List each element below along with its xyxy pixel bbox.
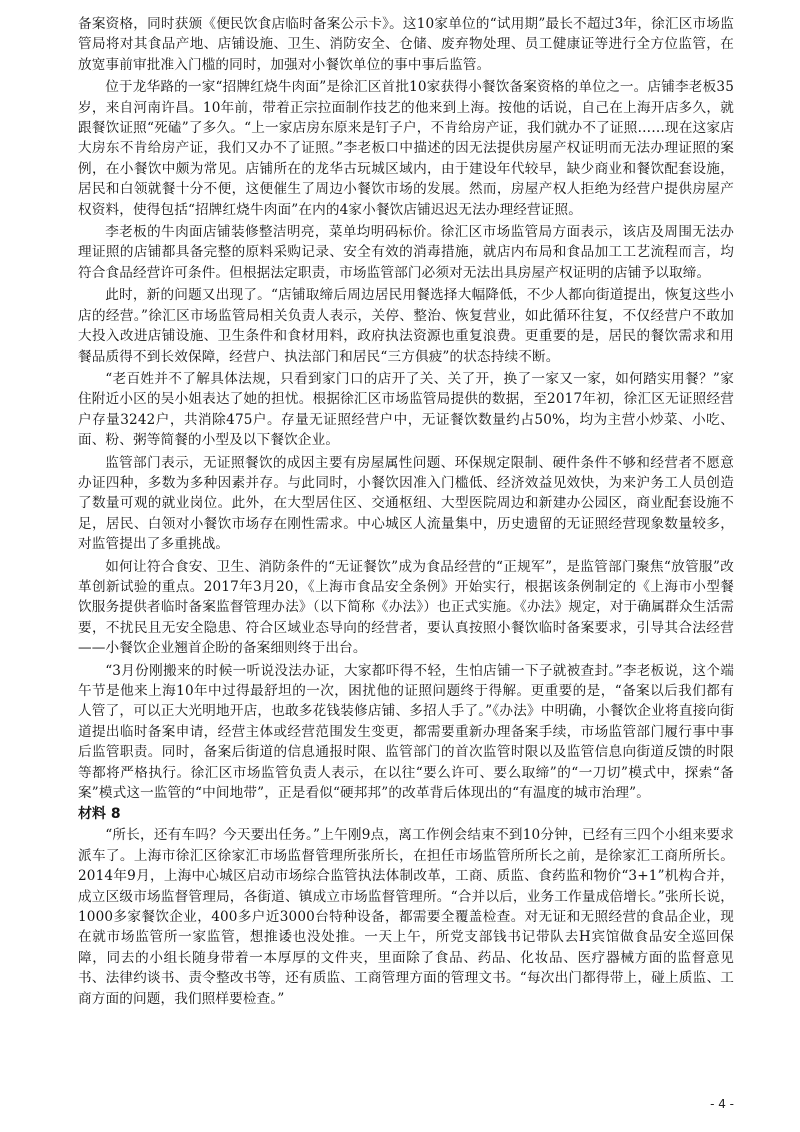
page-number: - 4 - <box>710 1097 734 1111</box>
paragraph: 此时，新的问题又出现了。“店铺取缔后周边居民用餐选择大幅降低，不少人都向街道提出，恢复这些小店的经营。”徐汇区市场监管局相关负责人表示，关停、整治、恢复营业，如此循环往复，不仅经营户不敢加大投入改进店铺设施、卫生条件和食材用料，政府执法资源也重复浪费。更重要的是，居民的餐饮需求和用餐品质得不到长效保障，经营户、执法部门和居民“三方俱疲”的状态持续不断。 <box>78 287 734 365</box>
paragraph: “老百姓并不了解具体法规，只看到家门口的店开了关、关了开，换了一家又一家，如何踏实用餐？”家住附近小区的吴小姐表达了她的担忧。根据徐汇区市场监管局提供的数据，至2017年初，徐汇区无证照经营户存量3242户，共消除475户。存量无证照经营户中，无证餐饮数量约占50%，均为主营小炒菜、小吃、面、粉、粥等简餐的小型及以下餐饮企业。 <box>78 370 734 449</box>
paragraph: 李老板的牛肉面店铺装修整洁明亮，菜单均明码标价。徐汇区市场监管局方面表示，该店及周围无法办理证照的店铺都具备完整的原料采购记录、安全有效的消毒措施，就店内布局和食品加工工艺流程而言，均符合食品经营许可条件。但根据法定职责，市场监管部门必须对无法出具房屋产权证明的店铺予以取缔。 <box>78 224 734 281</box>
paragraph: 监管部门表示，无证照餐饮的成因主要有房屋属性问题、环保规定限制、硬件条件不够和经营者不愿意办证四种，多数为多种因素并存。与此同时，小餐饮因准入门槛低、经济效益见效快，为来沪务工人员创造了数量可观的就业岗位。此外，在大型居住区、交通枢纽、大型医院周边和新建办公园区，商业配套设施不足，居民、白领对小餐饮市场存在刚性需求。中心城区人流量集中，历史遗留的无证照经营现象数量较多，对监管提出了多重挑战。 <box>78 454 734 553</box>
paragraph: 位于龙华路的一家“招牌红烧牛肉面”是徐汇区首批10家获得小餐饮备案资格的单位之一。店铺李老板35岁，来自河南许昌。10年前，带着正宗拉面制作技艺的他来到上海。按他的话说，自己在上海开店多久，就跟餐饮证照“死磕”了多久。“上一家店房东原来是钉子户，不肯给房产证，我们就办不了证照……现在这家店大房东不肯给房产证，我们又办不了证照。”李老板口中描述的因无法提供房屋产权证明而无法办理证照的案例，在小餐饮中颇为常见。店铺所在的龙华古玩城区域内，由于建设年代较早，缺少商业和餐饮配套设施，居民和白领就餐十分不便，这便催生了周边小餐饮市场的发展。然而，房屋产权人拒绝为经营户提供房屋产权资料，使得包括“招牌红烧牛肉面”在内的4家小餐饮店铺迟迟无法办理经营证照。 <box>78 79 734 218</box>
paragraph: 如何让符合食安、卫生、消防条件的“无证餐饮”成为食品经营的“正规军”，是监管部门聚焦“放管服”改革创新试验的重点。2017年3月20，《上海市食品安全条例》开始实行，根据该条例制定的《上海市小型餐饮服务提供者临时备案监督管理办法》（以下简称《办法》）也正式实施。《办法》规定，对于确属群众生活需要，不扰民且无安全隐患、符合区域业态导向的经营者，要认真按照小餐饮临时备案要求，引导其合法经营——小餐饮企业翘首企盼的备案细则终于出台。 <box>78 558 734 657</box>
paragraph: “3月份刚搬来的时候一听说没法办证，大家都吓得不轻，生怕店铺一下子就被查封。”李老板说，这个端午节是他来上海10年中过得最舒坦的一次，困扰他的证照问题终于得解。更重要的是，“备案以后我们都有人管了，可以正大光明地开店，也敢多花钱装修店铺、多招人手了。”《办法》中明确，小餐饮企业将直接向街道提出临时备案申请，经营主体或经营范围发生变更，都需要重新办理备案手续，市场监管部门履行事中事后监管职责。同时，备案后街道的信息通报时限、监管部门的首次监管时限以及监管信息向街道反馈的时限等都将严格执行。徐汇区市场监管负责人表示，在以往“要么许可、要么取缔”的“一刀切”模式中，探索“备案”模式这一监管的“中间地带”，正是看似“硬邦邦”的改革背后体现出的“有温度的城市治理”。 <box>78 662 734 802</box>
section-heading: 材料 8 <box>78 806 121 823</box>
paragraph-continued: 备案资格，同时获颁《便民饮食店临时备案公示卡》。这10家单位的“试用期”最长不超过3年，徐汇区市场监管局将对其食品产地、店铺设施、卫生、消防安全、仓储、废弃物处理、员工健康证等进行全方位监管，在放宽事前审批准入门槛的同时，加强对小餐饮单位的事中事后监管。 <box>78 16 734 73</box>
paragraph: “所长，还有车吗？今天要出任务。”上午刚9点，离工作例会结束不到10分钟，已经有三四个小组来要求派车了。上海市徐汇区徐家汇市场监督管理所张所长，在担任市场监管所所长之前，是徐家汇工商所所长。2014年9月，上海中心城区启动市场综合监管执法体制改革，工商、质监、食药监和物价“3+1”机构合并，成立区级市场监督管理局，各街道、镇成立市场监督管理所。“合并以后，业务工作量成倍增长。”张所长说，1000多家餐饮企业，400多户近3000台特种设备，都需要全覆盖检查。对无证和无照经营的食品企业，现在就市场监管所一家监管，想推诿也没处推。一天上午，所党支部钱书记带队去H宾馆做食品安全巡回保障，同去的小组长随身带着一本厚厚的文件夹，里面除了食品、药品、化妆品、医疗器械方面的监督意见书、法律约谈书、责令整改书等，还有质监、工商管理方面的管理文书。“每次出门都得带上，碰上质监、工商方面的问题，我们照样要检查。” <box>78 827 734 1007</box>
